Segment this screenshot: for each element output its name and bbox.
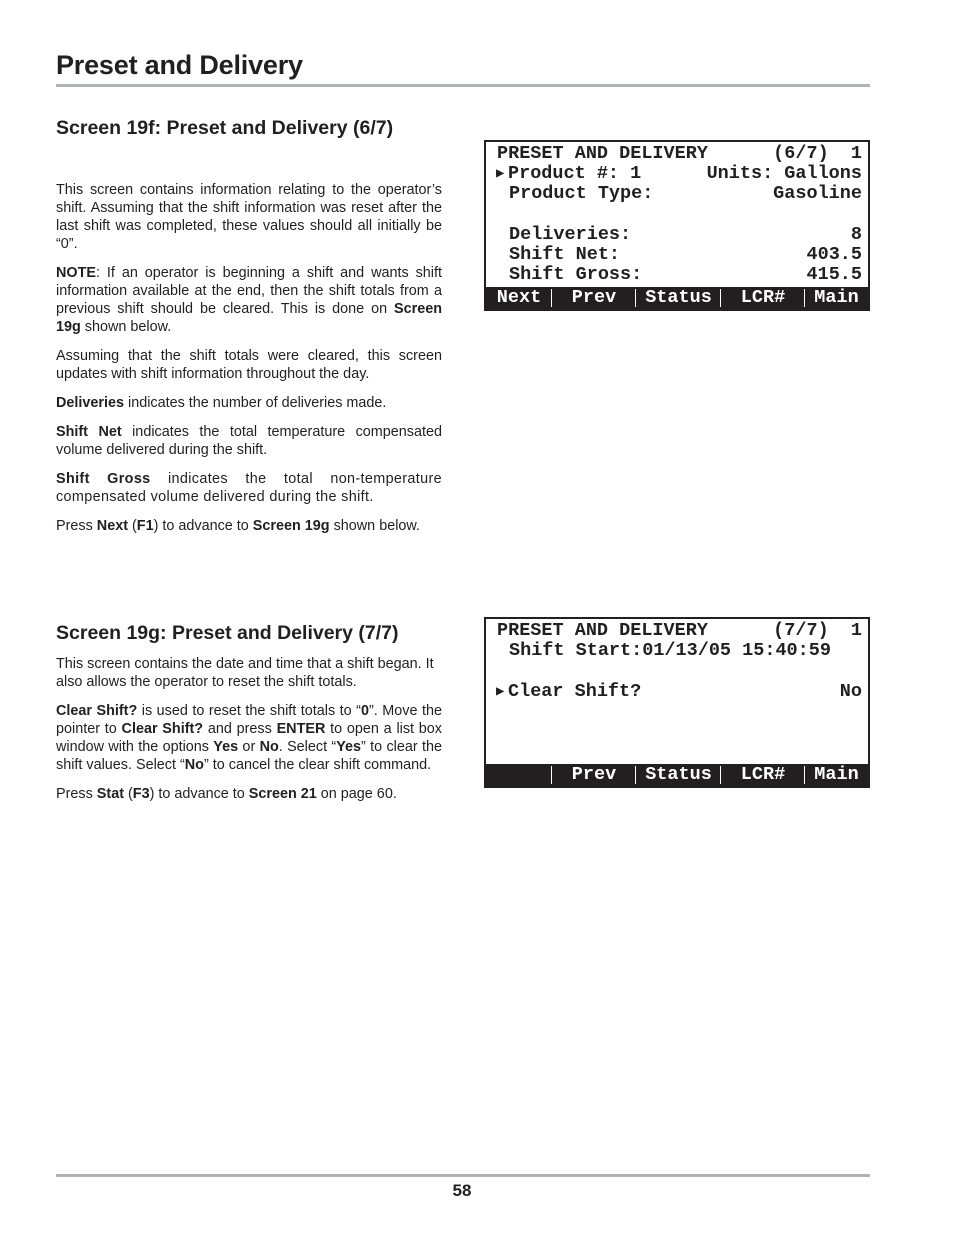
lcd-softkey-bar xyxy=(486,764,868,786)
paragraph-note: NOTE: If an operator is beginning a shift and wants shift information available at the end, then the shift totals from a previous shift should be cleared. This is done on Screen 19g shown below. xyxy=(56,265,442,335)
title-rule xyxy=(56,84,870,87)
section-heading-19g: Screen 19g: Preset and Delivery (7/7) xyxy=(56,622,399,644)
paragraph-shift-gross: Shift Gross indicates the total non-temperature compensated volume delivered during the shift. xyxy=(56,471,442,505)
softkey-empty xyxy=(486,764,552,786)
paragraph-clear-shift: Clear Shift? is used to reset the shift totals to “0”. Move the pointer to Clear Shift? and press ENTER to open a list box window with the options Yes or No. Select “Yes” to clear the shift values. Select “No” to cancel the clear shift command. xyxy=(56,703,442,773)
section-heading-19f: Screen 19f: Preset and Delivery (6/7) xyxy=(56,117,394,139)
lcd-shift-net-line: Shift Net: 403.5 xyxy=(509,243,862,265)
paragraph: Assuming that the shift totals were cleared, this screen updates with shift information throughout the day. xyxy=(56,348,442,382)
pointer-triangle-icon: ▶ xyxy=(496,166,505,183)
section-19f-text xyxy=(56,181,442,535)
lcd-softkey-bar xyxy=(486,287,868,309)
paragraph: This screen contains information relating to the operator’s shift. Assuming that the shift information was reset after the last shift was completed, these values should all initially be “0”. xyxy=(56,182,442,252)
lcd-product-line: ▶ Product #: 1 Units: Gallons xyxy=(486,164,868,184)
softkey-prev[interactable]: Prev xyxy=(552,287,636,309)
lcd-screen-19g xyxy=(484,617,870,788)
lcd-shift-gross-line: Shift Gross: 415.5 xyxy=(509,264,862,286)
page-title: Preset and Delivery xyxy=(56,50,303,80)
paragraph: This screen contains the date and time that a shift began. It also allows the operator to reset the shift totals. xyxy=(56,656,434,690)
lcd-shift-start-line: Shift Start:01/13/05 15:40:59 xyxy=(509,640,831,662)
softkey-next[interactable]: Next xyxy=(486,287,552,309)
softkey-main[interactable]: Main xyxy=(814,287,859,308)
softkey-lcr[interactable]: LCR# xyxy=(721,764,805,786)
lcd-title-line: PRESET AND DELIVERY (6/7) 1 xyxy=(497,143,862,164)
lcd-title-line: PRESET AND DELIVERY (7/7) 1 xyxy=(497,620,862,641)
page-number: 58 xyxy=(452,1181,472,1200)
paragraph-shift-net: Shift Net indicates the total temperature compensated volume delivered during the shift. xyxy=(56,424,442,458)
paragraph-deliveries: Deliveries indicates the number of deliveries made. xyxy=(56,395,387,411)
softkey-status[interactable]: Status xyxy=(636,287,721,309)
lcd-screen-19f xyxy=(484,140,870,311)
softkey-main[interactable]: Main xyxy=(814,764,859,785)
paragraph-press-stat: Press Stat (F3) to advance to Screen 21 on page 60. xyxy=(56,786,397,802)
lcd-clear-shift-line[interactable]: ▶ Clear Shift? No xyxy=(486,682,868,702)
softkey-lcr[interactable]: LCR# xyxy=(721,287,805,309)
section-19g-text xyxy=(56,655,442,803)
softkey-prev[interactable]: Prev xyxy=(552,764,636,786)
footer-rule xyxy=(56,1174,870,1177)
lcd-blank-line xyxy=(486,205,868,225)
lcd-blank-line xyxy=(486,661,868,681)
softkey-status[interactable]: Status xyxy=(636,764,721,786)
paragraph-press-next: Press Next (F1) to advance to Screen 19g shown below. xyxy=(56,518,420,534)
lcd-product-type-line: Product Type: Gasoline xyxy=(509,183,862,205)
pointer-triangle-icon: ▶ xyxy=(496,683,505,700)
lcd-deliveries-line: Deliveries: 8 xyxy=(509,223,862,245)
